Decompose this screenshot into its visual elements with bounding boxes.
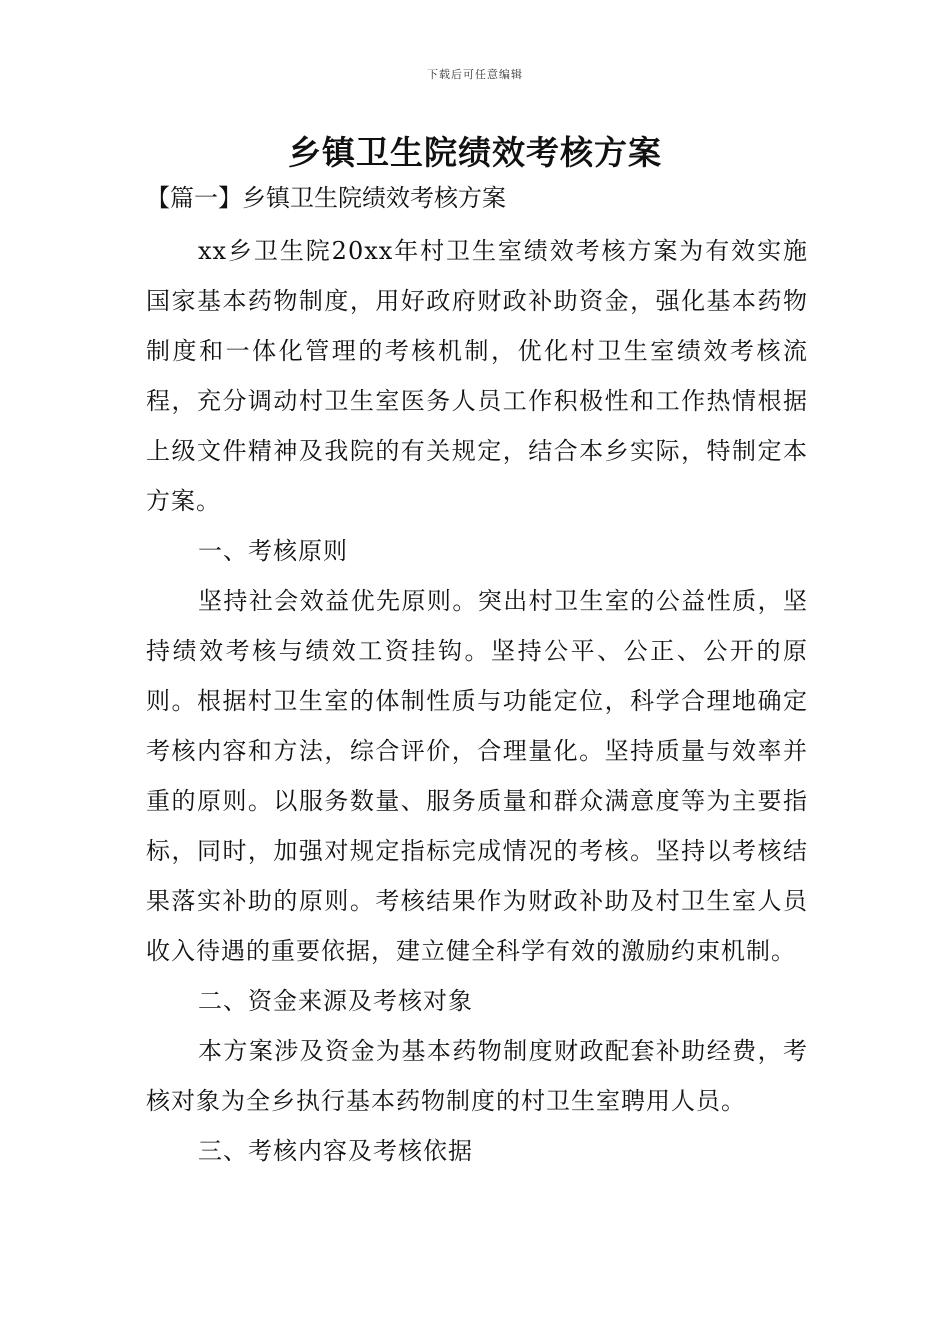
header-note: 下载后可任意编辑 [427, 68, 523, 81]
heading-content: 三、考核内容及考核依据 [198, 1137, 473, 1165]
heading-principles: 一、考核原则 [198, 537, 348, 565]
principles-paragraph: 坚持社会效益优先原则。突出村卫生室的公益性质，坚持绩效考核与绩效工资挂钩。坚持公平、公正、公开的原则。根据村卫生室的体制性质与功能定位，科学合理地确定考核内容和方法，综合评价，合理量化。坚持质量与效率并重的原则。以服务数量、服务质量和群众满意度等为主要指标，同时，加强对规定指标完成情况的考核。坚持以考核结果落实补助的原则。考核结果作为财政补助及村卫生室人员收入待遇的重要依据，建立健全科学有效的激励约束机制。 [146, 587, 808, 965]
intro-paragraph: xx乡卫生院20xx年村卫生室绩效考核方案为有效实施国家基本药物制度，用好政府财政补助资金，强化基本药物制度和一体化管理的考核机制，优化村卫生室绩效考核流程，充分调动村卫生室医务人员工作积极性和工作热情根据上级文件精神及我院的有关规定，结合本乡实际，特制定本方案。 [146, 237, 808, 515]
document-body [146, 178, 808, 1176]
document-title: 乡镇卫生院绩效考核方案 [288, 133, 662, 172]
section-heading: 【篇一】乡镇卫生院绩效考核方案 [146, 184, 506, 212]
funding-paragraph: 本方案涉及资金为基本药物制度财政配套补助经费，考核对象为全乡执行基本药物制度的村卫生室聘用人员。 [146, 1037, 808, 1115]
heading-funding: 二、资金来源及考核对象 [198, 987, 473, 1015]
